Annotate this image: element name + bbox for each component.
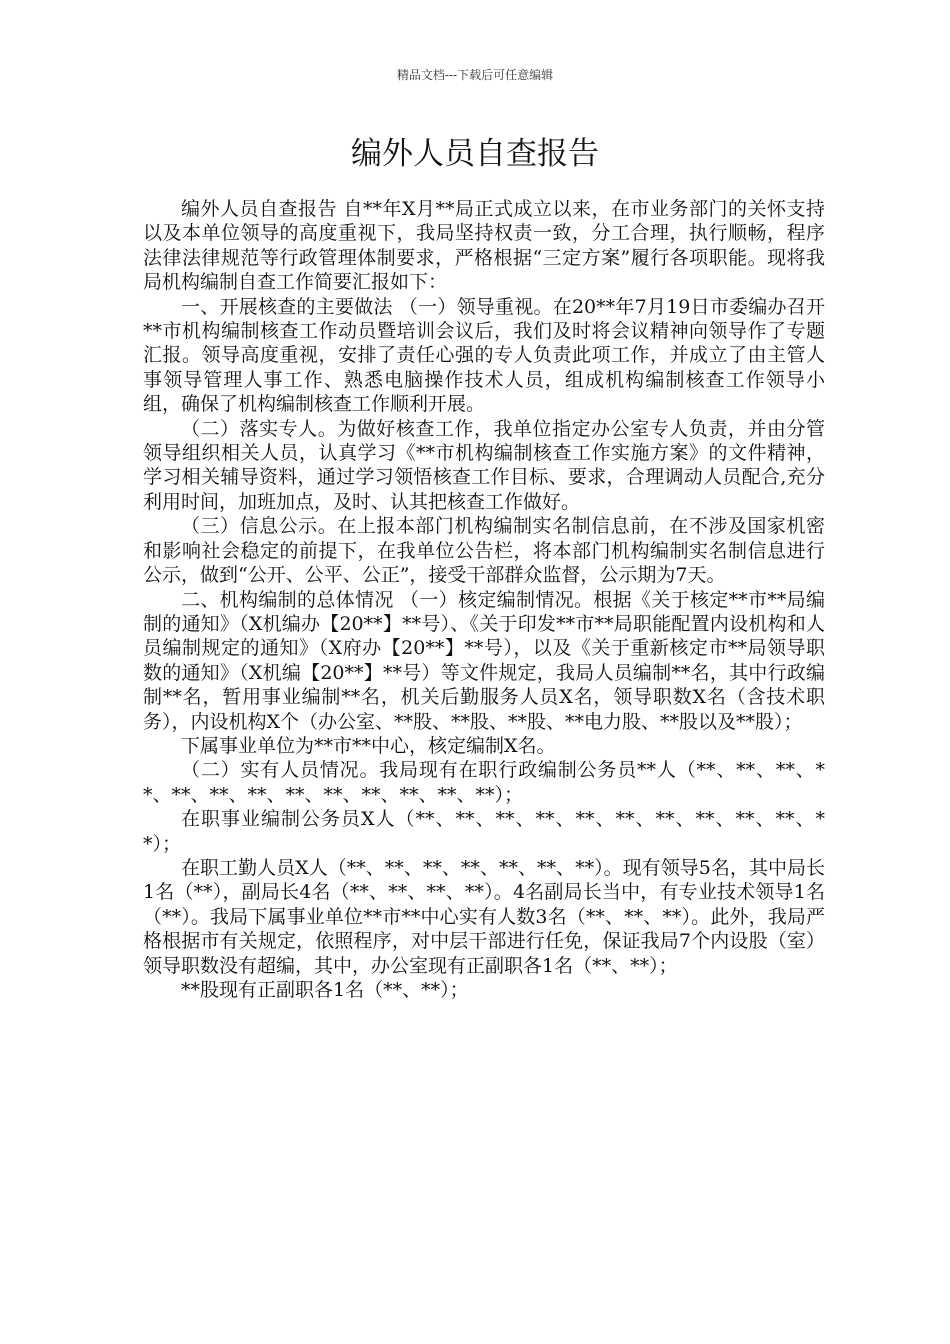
paragraph: （二）实有人员情况。我局现有在职行政编制公务员**人（**、**、**、**、**、**、**、**、**、**、**、**、**）； bbox=[143, 759, 825, 806]
paragraph: （二）落实专人。为做好核查工作，我单位指定办公室专人负责，并由分管领导组织相关人员，认真学习《**市机构编制核查工作实施方案》的文件精神，学习相关辅导资料，通过学习领悟核查工作目标、要求，合理调动人员配合,充分利用时间，加班加点，及时、认其把核查工作做好。 bbox=[143, 417, 825, 513]
paragraph: 一、开展核查的主要做法 （一）领导重视。在20**年7月19日市委编办召开**市机构编制核查工作动员暨培训会议后，我们及时将会议精神向领导作了专题汇报。领导高度重视，安排了责任心强的专人负责此项工作，并成立了由主管人事领导管理人事工作、熟悉电脑操作技术人员，组成机构编制核查工作领导小组，确保了机构编制核查工作顺利开展。 bbox=[143, 295, 825, 416]
paragraph: 编外人员自查报告 自**年X月**局正式成立以来，在市业务部门的关怀支持以及本单位领导的高度重视下，我局坚持权责一致，分工合理，执行顺畅，程序法律法律规范等行政管理体制要求，严格根据“三定方案”履行各项职能。现将我局机构编制自查工作简要汇报如下： bbox=[143, 198, 825, 294]
paragraph: （三）信息公示。在上报本部门机构编制实名制信息前，在不涉及国家机密和影响社会稳定的前提下，在我单位公告栏，将本部门机构编制实名制信息进行公示，做到“公开、公平、公正”，接受干部群众监督，公示期为7天。 bbox=[143, 515, 825, 587]
paragraph: 在职工勤人员X人（**、**、**、**、**、**、**）。现有领导5名，其中局长1名（**），副局长4名（**、**、**、**）。4名副局长当中，有专业技术领导1名（**）。我局下属事业单位**市**中心实有人数3名（**、**、**）。此外，我局严格根据市有关规定，依照程序，对中层干部进行任免，保证我局7个内设股（室）领导职数没有超编，其中，办公室现有正副职各1名（**、**）； bbox=[143, 856, 825, 977]
paragraph: **股现有正副职各1名（**、**）； bbox=[181, 979, 469, 1001]
document-title: 编外人员自查报告 bbox=[351, 136, 599, 172]
header-note: 精品文档---下载后可任意编辑 bbox=[396, 68, 554, 82]
document-body bbox=[143, 197, 825, 1002]
paragraph: 下属事业单位为**市**中心，核定编制X名。 bbox=[181, 734, 556, 757]
paragraph: 二、机构编制的总体情况 （一）核定编制情况。根据《关于核定**市**局编制的通知》（X机编办【20**】**号）、《关于印发**市**局职能配置内设机构和人员编制规定的通知》（X府办【20**】**号），以及《关于重新核定市**局领导职数的通知》（X机编【20**】**号）等文件规定，我局人员编制**名，其中行政编制**名，暂用事业编制**名，机关后勤服务人员X名，领导职数X名（含技术职务），内设机构X个（办公室、**股、**股、**股、**电力股、**股以及**股）； bbox=[143, 588, 825, 733]
paragraph: 在职事业编制公务员X人（**、**、**、**、**、**、**、**、**、**、**）； bbox=[143, 808, 825, 855]
